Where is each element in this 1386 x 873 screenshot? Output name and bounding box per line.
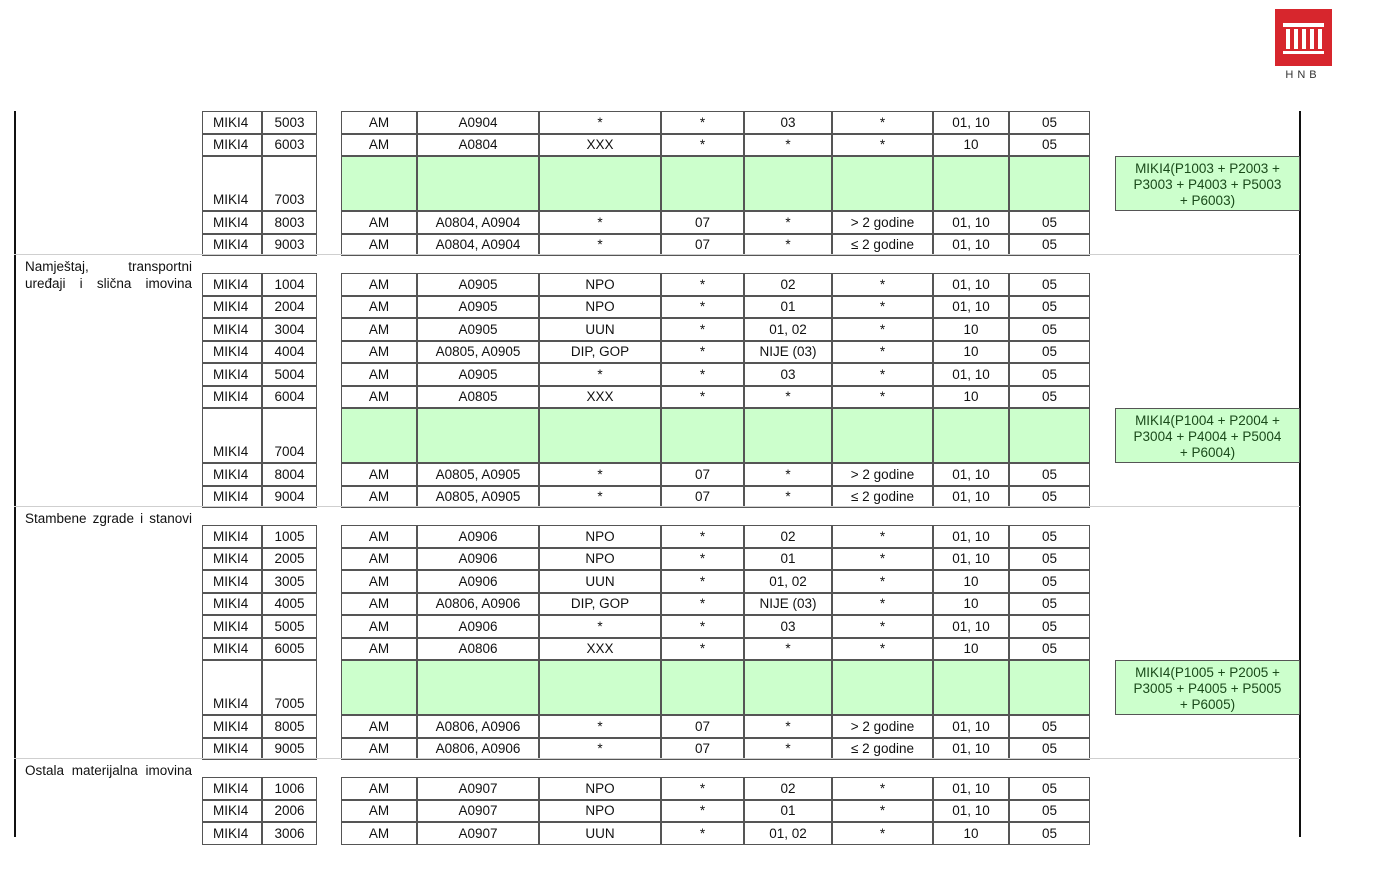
cell-e: * (539, 463, 661, 486)
cell-d: A0806 (417, 638, 539, 661)
cell-f: * (661, 593, 744, 616)
cell-b: 4004 (262, 341, 317, 364)
cell-c: AM (341, 273, 417, 296)
cell-c: AM (341, 800, 417, 823)
cell-j: 05 (1009, 318, 1090, 341)
cell-e (539, 660, 661, 715)
cell-d: A0907 (417, 800, 539, 823)
cell-d: A0905 (417, 296, 539, 319)
cell-c: AM (341, 211, 417, 234)
cell-a: MIKI4 (202, 525, 262, 548)
cell-e: * (539, 363, 661, 386)
cell-f: * (661, 273, 744, 296)
cell-c (341, 660, 417, 715)
cell-i: 10 (933, 341, 1009, 364)
cell-b: 8003 (262, 211, 317, 234)
cell-f: 07 (661, 463, 744, 486)
cell-h (832, 660, 933, 715)
cell-d: A0905 (417, 318, 539, 341)
cell-c: AM (341, 593, 417, 616)
cell-a: MIKI4 (202, 363, 262, 386)
cell-i: 01, 10 (933, 234, 1009, 257)
cell-e (539, 408, 661, 463)
cell-b: 6005 (262, 638, 317, 661)
cell-i: 01, 10 (933, 715, 1009, 738)
cell-a: MIKI4 (202, 318, 262, 341)
cell-e: UUN (539, 570, 661, 593)
cell-c: AM (341, 134, 417, 157)
cell-d: A0905 (417, 273, 539, 296)
cell-b: 4005 (262, 593, 317, 616)
table-border-right (1299, 111, 1301, 837)
cell-i: 01, 10 (933, 296, 1009, 319)
cell-d (417, 408, 539, 463)
cell-g: NIJE (03) (744, 593, 832, 616)
table-border-left (14, 111, 16, 837)
cell-g: 01, 02 (744, 570, 832, 593)
cell-g: * (744, 738, 832, 761)
cell-b: 3004 (262, 318, 317, 341)
cell-d: A0805, A0905 (417, 463, 539, 486)
cell-g: * (744, 486, 832, 509)
cell-c: AM (341, 715, 417, 738)
cell-f: * (661, 296, 744, 319)
cell-c: AM (341, 777, 417, 800)
cell-h: ≤ 2 godine (832, 234, 933, 257)
cell-e: DIP, GOP (539, 593, 661, 616)
cell-a: MIKI4 (202, 486, 262, 509)
cell-a: MIKI4 (202, 738, 262, 761)
hnb-logo (1273, 9, 1333, 87)
cell-d: A0805, A0905 (417, 341, 539, 364)
cell-c: AM (341, 525, 417, 548)
cell-a: MIKI4 (202, 111, 262, 134)
group-label: Ostala materijalna imovina (25, 763, 192, 778)
cell-a: MIKI4 (202, 211, 262, 234)
cell-h: > 2 godine (832, 463, 933, 486)
cell-j: 05 (1009, 615, 1090, 638)
cell-d: A0906 (417, 570, 539, 593)
cell-j: 05 (1009, 638, 1090, 661)
cell-h: * (832, 570, 933, 593)
cell-f: * (661, 341, 744, 364)
cell-b: 1004 (262, 273, 317, 296)
cell-j: 05 (1009, 273, 1090, 296)
cell-c: AM (341, 615, 417, 638)
hnb-building-icon (1275, 9, 1332, 66)
cell-d: A0906 (417, 525, 539, 548)
cell-h (832, 408, 933, 463)
cell-f: * (661, 318, 744, 341)
cell-e: * (539, 211, 661, 234)
cell-g (744, 408, 832, 463)
cell-d: A0906 (417, 615, 539, 638)
cell-g: * (744, 463, 832, 486)
cell-a: MIKI4 (202, 800, 262, 823)
cell-b: 6003 (262, 134, 317, 157)
cell-d: A0906 (417, 548, 539, 571)
cell-c: AM (341, 234, 417, 257)
cell-b: 1005 (262, 525, 317, 548)
cell-i: 01, 10 (933, 211, 1009, 234)
cell-d: A0804, A0904 (417, 234, 539, 257)
cell-f: 07 (661, 234, 744, 257)
cell-e: NPO (539, 525, 661, 548)
cell-b: 1006 (262, 777, 317, 800)
cell-i: 01, 10 (933, 615, 1009, 638)
cell-h: ≤ 2 godine (832, 486, 933, 509)
cell-e (539, 156, 661, 211)
cell-f: * (661, 777, 744, 800)
cell-g: 03 (744, 363, 832, 386)
cell-g: 01 (744, 800, 832, 823)
cell-i: 10 (933, 822, 1009, 845)
cell-i: 01, 10 (933, 525, 1009, 548)
cell-b: 5004 (262, 363, 317, 386)
group-divider (14, 254, 1300, 255)
cell-g: * (744, 234, 832, 257)
cell-b: 2006 (262, 800, 317, 823)
cell-a: MIKI4 (202, 408, 262, 463)
cell-h: ≤ 2 godine (832, 738, 933, 761)
cell-g: * (744, 211, 832, 234)
cell-e: NPO (539, 800, 661, 823)
cell-b: 5005 (262, 615, 317, 638)
cell-a: MIKI4 (202, 593, 262, 616)
cell-c: AM (341, 363, 417, 386)
cell-h: > 2 godine (832, 715, 933, 738)
cell-d (417, 156, 539, 211)
cell-d: A0805, A0905 (417, 486, 539, 509)
cell-d: A0804 (417, 134, 539, 157)
cell-h: * (832, 777, 933, 800)
cell-d: A0806, A0906 (417, 593, 539, 616)
cell-j (1009, 660, 1090, 715)
cell-i (933, 660, 1009, 715)
cell-j: 05 (1009, 777, 1090, 800)
cell-a: MIKI4 (202, 296, 262, 319)
cell-j: 05 (1009, 463, 1090, 486)
cell-f: * (661, 822, 744, 845)
cell-c: AM (341, 638, 417, 661)
cell-a: MIKI4 (202, 386, 262, 409)
cell-f: * (661, 363, 744, 386)
cell-a: MIKI4 (202, 715, 262, 738)
cell-h: * (832, 548, 933, 571)
cell-d: A0805 (417, 386, 539, 409)
cell-j: 05 (1009, 822, 1090, 845)
cell-b: 8005 (262, 715, 317, 738)
cell-h: * (832, 525, 933, 548)
cell-j: 05 (1009, 386, 1090, 409)
cell-e: NPO (539, 273, 661, 296)
cell-i: 01, 10 (933, 738, 1009, 761)
cell-f: 07 (661, 715, 744, 738)
cell-i: 10 (933, 570, 1009, 593)
cell-j: 05 (1009, 525, 1090, 548)
cell-h: * (832, 318, 933, 341)
cell-a: MIKI4 (202, 234, 262, 257)
cell-j: 05 (1009, 211, 1090, 234)
cell-f: * (661, 570, 744, 593)
cell-h: * (832, 296, 933, 319)
cell-f (661, 156, 744, 211)
cell-f (661, 660, 744, 715)
cell-f: * (661, 111, 744, 134)
cell-g: * (744, 638, 832, 661)
cell-j (1009, 156, 1090, 211)
cell-c: AM (341, 548, 417, 571)
cell-h: * (832, 341, 933, 364)
cell-j (1009, 408, 1090, 463)
cell-j: 05 (1009, 570, 1090, 593)
cell-e: UUN (539, 822, 661, 845)
cell-g: 01, 02 (744, 318, 832, 341)
cell-j: 05 (1009, 363, 1090, 386)
cell-a: MIKI4 (202, 548, 262, 571)
cell-a: MIKI4 (202, 273, 262, 296)
cell-i: 01, 10 (933, 463, 1009, 486)
cell-j: 05 (1009, 593, 1090, 616)
cell-c: AM (341, 463, 417, 486)
cell-f: * (661, 525, 744, 548)
cell-b: 8004 (262, 463, 317, 486)
cell-e: XXX (539, 134, 661, 157)
cell-h: * (832, 273, 933, 296)
cell-d: A0806, A0906 (417, 715, 539, 738)
cell-g: 02 (744, 777, 832, 800)
cell-e: NPO (539, 777, 661, 800)
group-divider (14, 758, 1300, 759)
cell-c: AM (341, 386, 417, 409)
cell-j: 05 (1009, 341, 1090, 364)
cell-g: 03 (744, 111, 832, 134)
cell-f: 07 (661, 738, 744, 761)
cell-b: 7003 (262, 156, 317, 211)
cell-a: MIKI4 (202, 660, 262, 715)
cell-h: * (832, 593, 933, 616)
cell-b: 5003 (262, 111, 317, 134)
cell-f: * (661, 800, 744, 823)
cell-h: > 2 godine (832, 211, 933, 234)
cell-g: 01, 02 (744, 822, 832, 845)
cell-i: 01, 10 (933, 363, 1009, 386)
formula-cell: MIKI4(P1005 + P2005 + P3005 + P4005 + P5005 + P6005) (1115, 660, 1300, 715)
cell-e: * (539, 615, 661, 638)
cell-e: NPO (539, 548, 661, 571)
cell-j: 05 (1009, 296, 1090, 319)
cell-c: AM (341, 296, 417, 319)
formula-cell: MIKI4(P1004 + P2004 + P3004 + P4004 + P5004 + P6004) (1115, 408, 1300, 463)
cell-f: * (661, 638, 744, 661)
cell-h: * (832, 363, 933, 386)
cell-c (341, 408, 417, 463)
logo-text: HNB (1285, 69, 1321, 81)
cell-f: * (661, 548, 744, 571)
cell-c: AM (341, 822, 417, 845)
cell-d: A0904 (417, 111, 539, 134)
cell-g: 01 (744, 548, 832, 571)
cell-i: 01, 10 (933, 486, 1009, 509)
group-label: Stambene zgrade i stanovi (25, 511, 192, 526)
cell-i (933, 408, 1009, 463)
cell-h: * (832, 111, 933, 134)
cell-i: 01, 10 (933, 548, 1009, 571)
cell-j: 05 (1009, 548, 1090, 571)
cell-c (341, 156, 417, 211)
cell-e: * (539, 486, 661, 509)
cell-i: 10 (933, 134, 1009, 157)
cell-i: 10 (933, 593, 1009, 616)
cell-g: 02 (744, 273, 832, 296)
cell-e: XXX (539, 638, 661, 661)
cell-e: * (539, 234, 661, 257)
cell-c: AM (341, 486, 417, 509)
cell-f: 07 (661, 486, 744, 509)
cell-b: 9004 (262, 486, 317, 509)
cell-h: * (832, 822, 933, 845)
cell-e: NPO (539, 296, 661, 319)
cell-j: 05 (1009, 111, 1090, 134)
cell-g: * (744, 386, 832, 409)
cell-b: 3006 (262, 822, 317, 845)
cell-h: * (832, 638, 933, 661)
cell-b: 9005 (262, 738, 317, 761)
cell-e: UUN (539, 318, 661, 341)
cell-h: * (832, 386, 933, 409)
cell-b: 6004 (262, 386, 317, 409)
cell-b: 7005 (262, 660, 317, 715)
cell-a: MIKI4 (202, 615, 262, 638)
cell-e: XXX (539, 386, 661, 409)
cell-e: * (539, 738, 661, 761)
group-label: Namještaj, transportni uređaji i slična imovina (25, 259, 192, 291)
cell-d (417, 660, 539, 715)
cell-i: 01, 10 (933, 111, 1009, 134)
cell-i: 01, 10 (933, 777, 1009, 800)
cell-j: 05 (1009, 800, 1090, 823)
cell-g: 01 (744, 296, 832, 319)
cell-a: MIKI4 (202, 777, 262, 800)
cell-i: 10 (933, 638, 1009, 661)
cell-a: MIKI4 (202, 134, 262, 157)
cell-a: MIKI4 (202, 570, 262, 593)
cell-f (661, 408, 744, 463)
cell-h: * (832, 134, 933, 157)
cell-g: 03 (744, 615, 832, 638)
cell-a: MIKI4 (202, 341, 262, 364)
cell-i: 10 (933, 318, 1009, 341)
cell-j: 05 (1009, 486, 1090, 509)
cell-j: 05 (1009, 715, 1090, 738)
cell-d: A0907 (417, 777, 539, 800)
cell-i (933, 156, 1009, 211)
cell-h: * (832, 615, 933, 638)
cell-c: AM (341, 318, 417, 341)
cell-c: AM (341, 570, 417, 593)
cell-b: 2005 (262, 548, 317, 571)
cell-g: * (744, 715, 832, 738)
cell-a: MIKI4 (202, 822, 262, 845)
cell-b: 3005 (262, 570, 317, 593)
cell-b: 7004 (262, 408, 317, 463)
cell-a: MIKI4 (202, 463, 262, 486)
cell-d: A0806, A0906 (417, 738, 539, 761)
cell-f: * (661, 134, 744, 157)
cell-d: A0907 (417, 822, 539, 845)
cell-a: MIKI4 (202, 156, 262, 211)
cell-j: 05 (1009, 134, 1090, 157)
cell-b: 9003 (262, 234, 317, 257)
cell-f: 07 (661, 211, 744, 234)
cell-d: A0804, A0904 (417, 211, 539, 234)
cell-j: 05 (1009, 738, 1090, 761)
cell-h (832, 156, 933, 211)
cell-b: 2004 (262, 296, 317, 319)
cell-f: * (661, 386, 744, 409)
cell-e: DIP, GOP (539, 341, 661, 364)
cell-c: AM (341, 738, 417, 761)
cell-e: * (539, 111, 661, 134)
group-divider (14, 506, 1300, 507)
cell-a: MIKI4 (202, 638, 262, 661)
cell-g (744, 660, 832, 715)
cell-f: * (661, 615, 744, 638)
cell-g: * (744, 134, 832, 157)
cell-c: AM (341, 111, 417, 134)
cell-i: 01, 10 (933, 273, 1009, 296)
cell-i: 01, 10 (933, 800, 1009, 823)
cell-e: * (539, 715, 661, 738)
cell-j: 05 (1009, 234, 1090, 257)
cell-i: 10 (933, 386, 1009, 409)
cell-h: * (832, 800, 933, 823)
cell-g: NIJE (03) (744, 341, 832, 364)
cell-c: AM (341, 341, 417, 364)
cell-g: 02 (744, 525, 832, 548)
cell-d: A0905 (417, 363, 539, 386)
cell-g (744, 156, 832, 211)
formula-cell: MIKI4(P1003 + P2003 + P3003 + P4003 + P5003 + P6003) (1115, 156, 1300, 211)
